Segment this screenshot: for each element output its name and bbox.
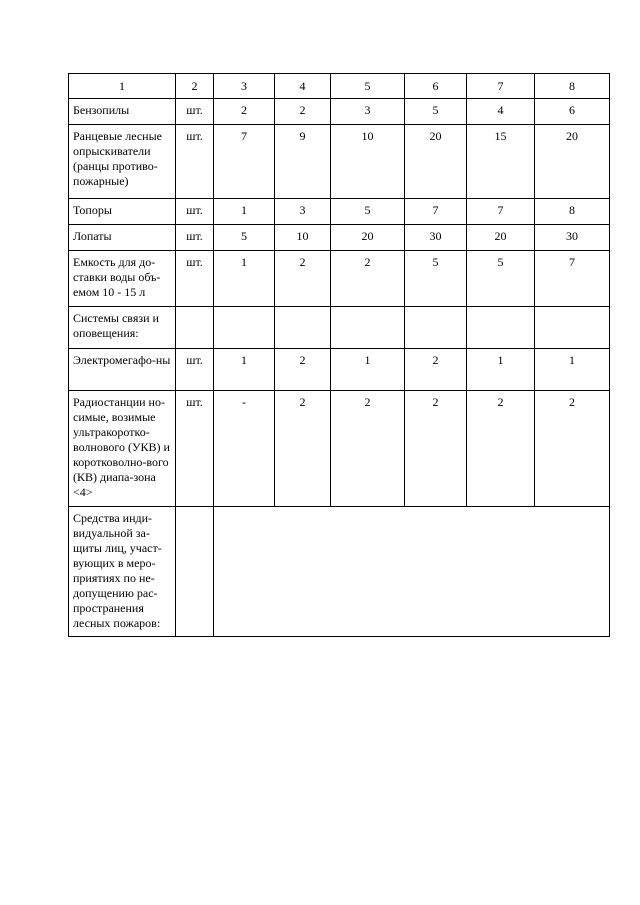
value-cell: 2	[275, 99, 331, 125]
value-cell: 2	[214, 99, 275, 125]
header-cell: 3	[214, 74, 275, 99]
unit-cell: шт.	[176, 391, 214, 507]
value-cell: 1	[331, 349, 405, 391]
value-cell: 10	[331, 125, 405, 199]
value-cell: 3	[331, 99, 405, 125]
equipment-table	[68, 73, 610, 637]
table-row	[69, 251, 610, 307]
value-cell: 20	[535, 125, 610, 199]
table-row	[69, 99, 610, 125]
table-row	[69, 199, 610, 225]
value-cell: 5	[405, 99, 467, 125]
value-cell: 30	[535, 225, 610, 251]
value-cell	[275, 307, 331, 349]
header-cell: 7	[467, 74, 535, 99]
value-cell: 20	[405, 125, 467, 199]
value-cell: 8	[535, 199, 610, 225]
value-cell: 2	[405, 349, 467, 391]
table-row	[69, 307, 610, 349]
value-cell: -	[214, 391, 275, 507]
value-cell: 2	[275, 251, 331, 307]
unit-cell	[176, 507, 214, 637]
value-cell: 5	[467, 251, 535, 307]
value-cell: 7	[405, 199, 467, 225]
value-cell: 1	[214, 251, 275, 307]
unit-cell: шт.	[176, 251, 214, 307]
value-cell: 7	[535, 251, 610, 307]
header-cell: 1	[69, 74, 176, 99]
value-cell	[405, 307, 467, 349]
value-cell: 20	[331, 225, 405, 251]
item-name-cell: Радиостанции но-симые, возимые ультракоротко-волнового (УКВ) и коротковолно-вого (КВ) диапа-зона <4>	[69, 391, 176, 507]
merged-empty-cell	[214, 507, 610, 637]
item-name-cell: Топоры	[69, 199, 176, 225]
value-cell: 10	[275, 225, 331, 251]
value-cell: 7	[467, 199, 535, 225]
section-heading-cell: Системы связи и оповещения:	[69, 307, 176, 349]
value-cell: 2	[331, 251, 405, 307]
value-cell: 2	[467, 391, 535, 507]
value-cell: 5	[214, 225, 275, 251]
value-cell: 9	[275, 125, 331, 199]
value-cell: 2	[275, 349, 331, 391]
table-row	[69, 507, 610, 637]
value-cell: 3	[275, 199, 331, 225]
table-row	[69, 391, 610, 507]
value-cell: 2	[331, 391, 405, 507]
value-cell: 1	[214, 199, 275, 225]
unit-cell: шт.	[176, 99, 214, 125]
header-cell: 8	[535, 74, 610, 99]
value-cell	[467, 307, 535, 349]
value-cell: 6	[535, 99, 610, 125]
value-cell: 2	[535, 391, 610, 507]
unit-cell: шт.	[176, 349, 214, 391]
item-name-cell: Электромегафо-ны	[69, 349, 176, 391]
value-cell: 20	[467, 225, 535, 251]
table-row	[69, 225, 610, 251]
value-cell: 7	[214, 125, 275, 199]
value-cell: 2	[275, 391, 331, 507]
unit-cell: шт.	[176, 225, 214, 251]
item-name-cell: Лопаты	[69, 225, 176, 251]
value-cell: 1	[535, 349, 610, 391]
item-name-cell: Емкость для до-ставки воды объ-емом 10 - 15 л	[69, 251, 176, 307]
value-cell: 5	[331, 199, 405, 225]
value-cell	[535, 307, 610, 349]
unit-cell: шт.	[176, 125, 214, 199]
item-name-cell: Бензопилы	[69, 99, 176, 125]
section-heading-cell: Средства инди-видуальной за-щиты лиц, участ-вующих в меро-приятиях по не-допущению рас-пространения лесных пожаров:	[69, 507, 176, 637]
item-name-cell: Ранцевые лесные опрыскиватели (ранцы противо-пожарные)	[69, 125, 176, 199]
header-cell: 2	[176, 74, 214, 99]
header-cell: 4	[275, 74, 331, 99]
value-cell	[331, 307, 405, 349]
value-cell: 1	[467, 349, 535, 391]
table-row	[69, 349, 610, 391]
value-cell: 1	[214, 349, 275, 391]
value-cell: 5	[405, 251, 467, 307]
table-header-row	[69, 74, 610, 99]
table-row	[69, 125, 610, 199]
unit-cell: шт.	[176, 199, 214, 225]
value-cell	[214, 307, 275, 349]
value-cell: 30	[405, 225, 467, 251]
value-cell: 4	[467, 99, 535, 125]
header-cell: 6	[405, 74, 467, 99]
value-cell: 2	[405, 391, 467, 507]
header-cell: 5	[331, 74, 405, 99]
unit-cell	[176, 307, 214, 349]
value-cell: 15	[467, 125, 535, 199]
